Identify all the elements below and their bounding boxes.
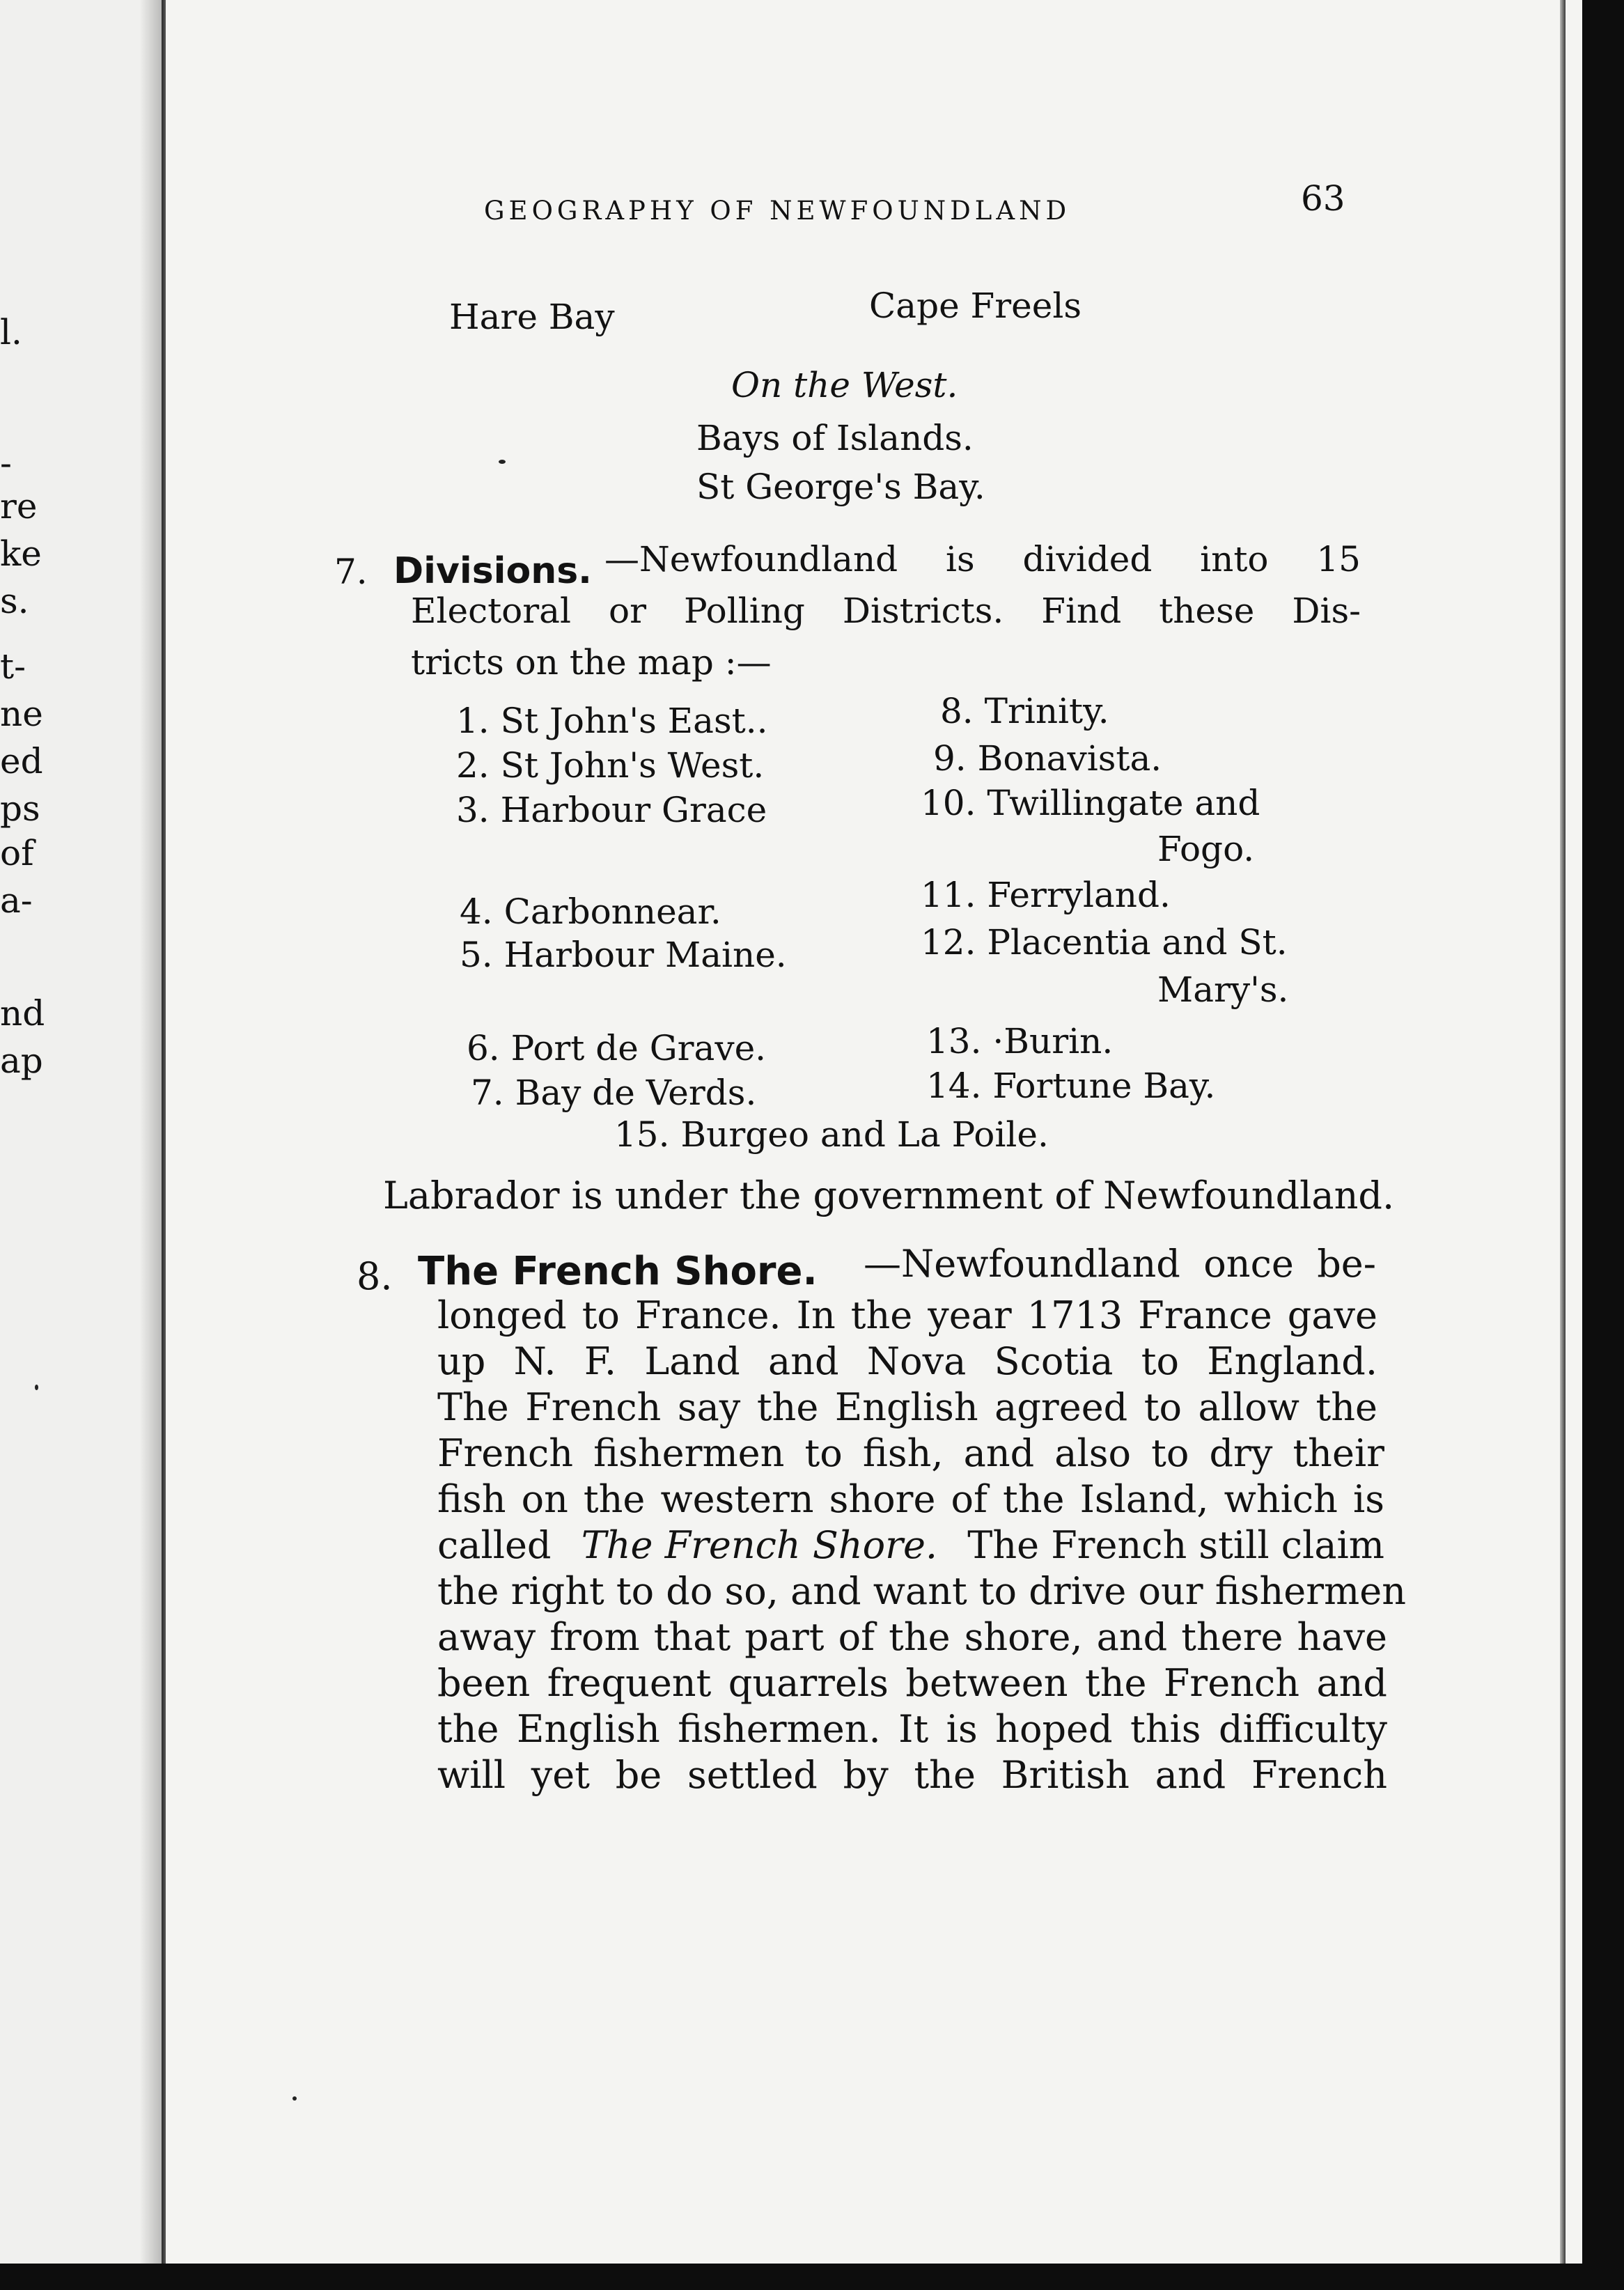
paragraph-line: away from that part of the shore, and there have [437, 1615, 1387, 1659]
west-heading: On the West. [731, 365, 958, 405]
district-item: 13. ·Burin. [926, 1021, 1114, 1061]
left-fragment: ke [0, 533, 42, 574]
district-item: 9. Bonavista. [933, 738, 1162, 779]
page-edge [1560, 0, 1566, 2264]
ink-speck [35, 1385, 38, 1390]
section-title: Divisions. [393, 550, 592, 592]
paragraph-line [437, 1523, 1384, 1567]
district-item: 11. Ferryland. [921, 875, 1171, 915]
italic-title: The French Shore. [581, 1523, 938, 1567]
ink-speck [499, 460, 506, 464]
paragraph-line: —Newfoundland once be- [864, 1242, 1376, 1286]
labrador-note: Labrador is under the government of Newfoundland. [383, 1174, 1395, 1217]
running-title: GEOGRAPHY OF NEWFOUNDLAND [484, 196, 1071, 226]
left-fragment: ps [0, 788, 40, 829]
paragraph-line: up N. F. Land and Nova Scotia to England. [437, 1339, 1377, 1383]
left-fragment: ne [0, 694, 43, 734]
paragraph-line: Electoral or Polling Districts. Find these Dis- [411, 591, 1361, 631]
district-item: 12. Placentia and St. [921, 922, 1288, 963]
district-item: 3. Harbour Grace [456, 790, 767, 830]
paragraph-line: longed to France. In the year 1713 France gave [437, 1293, 1377, 1337]
paragraph-line: tricts on the map :— [411, 642, 772, 683]
district-item: 10. Twillingate and [921, 783, 1260, 823]
paragraph-line: French fishermen to fish, and also to dry their [437, 1431, 1384, 1475]
left-fragment: ed [0, 741, 43, 781]
left-fragment: a- [0, 880, 33, 921]
ink-speck [292, 2096, 297, 2101]
page-number: 63 [1301, 178, 1345, 219]
district-item: 5. Harbour Maine. [460, 935, 787, 975]
district-item: 14. Fortune Bay. [926, 1066, 1216, 1106]
district-item-continued: Fogo. [1157, 829, 1255, 869]
district-item: 15. Burgeo and La Poile. [614, 1114, 1049, 1155]
text-run: called [437, 1523, 552, 1567]
paragraph-line: the right to do so, and want to drive our fishermen [437, 1569, 1406, 1613]
left-fragment: nd [0, 993, 45, 1034]
district-item: 2. St John's West. [456, 745, 765, 786]
left-fragment: of [0, 833, 34, 873]
left-fragment: t- [0, 646, 26, 687]
paragraph-line: been frequent quarrels between the French and [437, 1661, 1387, 1705]
left-fragment: - [0, 443, 12, 483]
district-item-continued: Mary's. [1157, 969, 1289, 1010]
district-item: 7. Bay de Verds. [471, 1073, 757, 1113]
left-fragment: s. [0, 581, 29, 621]
paragraph-line: The French say the English agreed to allow the [437, 1385, 1377, 1429]
section-title: The French Shore. [418, 1249, 818, 1294]
section-number: 8. [357, 1254, 393, 1298]
paragraph-line: the English fishermen. It is hoped this difficulty [437, 1707, 1387, 1751]
text-run: The French still claim [967, 1523, 1384, 1567]
gutter-shadow [139, 0, 162, 2264]
scan-background-bottom [0, 2264, 1624, 2290]
cape-right: Cape Freels [869, 286, 1082, 326]
district-item: 1. St John's East.. [456, 701, 768, 741]
left-fragment: l. [0, 312, 22, 352]
facing-page-fragment [0, 0, 162, 2264]
paragraph-line: will yet be settled by the British and French [437, 1753, 1387, 1797]
district-item: 6. Port de Grave. [467, 1028, 767, 1068]
cape-left: Hare Bay [449, 297, 615, 337]
paragraph-line: fish on the western shore of the Island, which is [437, 1477, 1384, 1521]
paragraph-line: —Newfoundland is divided into 15 [604, 539, 1361, 579]
left-fragment: re [0, 486, 38, 527]
west-item: St George's Bay. [696, 467, 985, 507]
district-item: 8. Trinity. [940, 691, 1109, 731]
section-number: 7. [334, 552, 368, 592]
scan-background [1582, 0, 1624, 2290]
west-item: Bays of Islands. [696, 418, 974, 458]
district-item: 4. Carbonnear. [460, 891, 721, 932]
left-fragment: ap [0, 1041, 43, 1081]
